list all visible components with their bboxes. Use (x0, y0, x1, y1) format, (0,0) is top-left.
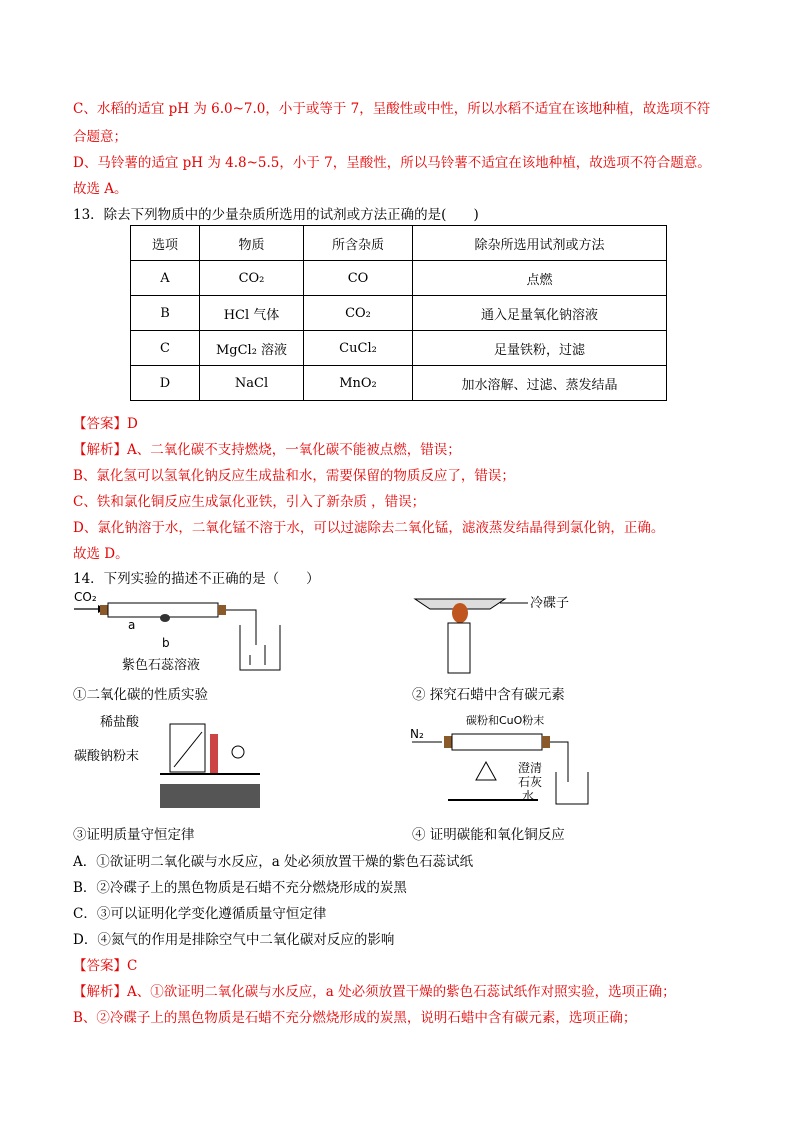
analysis-13-a (73, 438, 461, 458)
acid-label: 稀盐酸 (100, 715, 140, 730)
table-row (131, 366, 667, 401)
analysis-text: A、①欲证明二氧化碳与水反应，a 处必须放置干燥的紫色石蕊试纸作对照实验，选项正确； (127, 984, 676, 1000)
stopper-left (100, 605, 108, 615)
caption-fig3: ③证明质量守恒定律 (73, 827, 195, 843)
delivery-tube (550, 742, 568, 782)
table-cell: A (131, 261, 200, 296)
table-cell: CO₂ (304, 296, 413, 331)
table-cell: CO₂ (200, 261, 304, 296)
figure-co2-property (70, 585, 300, 680)
analysis-tag: 【解析】 (73, 442, 127, 458)
n2-label: N₂ (410, 727, 424, 741)
burner (476, 762, 496, 780)
plate-label: 冷碟子 (530, 596, 570, 611)
option-c: C．③可以证明化学变化遵循质量守恒定律 (73, 906, 327, 922)
conclusion-line: 故选 A。 (73, 181, 128, 197)
figure-candle-plate (410, 585, 580, 680)
analysis-13-c: C、铁和氯化铜反应生成氯化亚铁，引入了新杂质 ，错误； (73, 494, 426, 510)
flame (452, 603, 468, 623)
wet-paper-b (160, 614, 170, 622)
caption-fig1: ①二氧化碳的性质实验 (73, 687, 208, 703)
header-cell: 除杂所选用试剂或方法 (413, 226, 667, 261)
weight (232, 746, 244, 758)
table-row (131, 296, 667, 331)
label-b: b (162, 636, 170, 650)
analysis-text: A、二氧化碳不支持燃烧，一氧化碳不能被点燃，错误； (127, 442, 461, 458)
caption-fig2: ② 探究石蜡中含有碳元素 (412, 687, 565, 703)
analysis-13-d: D、氯化钠溶于水，二氧化锰不溶于水，可以过滤除去二氧化锰，滤液蒸发结晶得到氯化钠，正确。 (73, 520, 665, 536)
beaker (556, 772, 588, 804)
explanation-line-c-cont: 合题意； (73, 129, 127, 145)
figure-balance (70, 712, 310, 822)
header-cell: 所含杂质 (304, 226, 413, 261)
stopper-right (218, 605, 226, 615)
options-table (130, 225, 667, 401)
co2-label: CO₂ (74, 590, 97, 604)
table-cell: 足量铁粉，过滤 (413, 331, 667, 366)
stopper-left (444, 736, 452, 748)
reaction-tube (452, 734, 542, 750)
table-cell: NaCl (200, 366, 304, 401)
lime-label-1: 澄清 (518, 761, 543, 775)
option-d: D．④氮气的作用是排除空气中二氧化碳对反应的影响 (73, 932, 395, 948)
question-13-stem: 13．除去下列物质中的少量杂质所选用的试剂或方法正确的是( ) (73, 207, 479, 223)
analysis-13-b: B、氯化氢可以氢氧化钠反应生成盐和水，需要保留的物质反应了，错误； (73, 468, 515, 484)
label-a: a (128, 618, 136, 632)
analysis-14-a (73, 980, 676, 1000)
beaker (240, 625, 280, 670)
explanation-line-c: C、水稻的适宜 pH 为 6.0~7.0，小于或等于 7，呈酸性或中性，所以水稻不适宜在该地种植，故选项不符 (73, 101, 711, 117)
table-header-row (131, 226, 667, 261)
table-row (131, 261, 667, 296)
header-cell: 物质 (200, 226, 304, 261)
lime-label-2: 石灰 (518, 775, 543, 789)
figure-carbon-copper-oxide (408, 712, 598, 812)
option-a: A．①欲证明二氧化碳与水反应，a 处必须放置干燥的紫色石蕊试纸 (73, 854, 474, 870)
table-cell: 通入足量氧化钠溶液 (413, 296, 667, 331)
table-cell: HCl 气体 (200, 296, 304, 331)
table-cell: MgCl₂ 溶液 (200, 331, 304, 366)
table-cell: CO (304, 261, 413, 296)
table-cell: C (131, 331, 200, 366)
caption-fig4: ④ 证明碳能和氧化铜反应 (412, 827, 565, 843)
stopper-right (542, 736, 550, 748)
balance-base (160, 784, 260, 808)
analysis-tag: 【解析】 (73, 984, 127, 1000)
answer-13: 【答案】D (73, 416, 138, 432)
table-cell: CuCl₂ (304, 331, 413, 366)
analysis-14-b: B、②冷碟子上的黑色物质是石蜡不充分燃烧形成的炭黑，说明石蜡中含有碳元素，选项正确； (73, 1010, 637, 1026)
candle (448, 623, 470, 673)
table-cell: 点燃 (413, 261, 667, 296)
explanation-line-d: D、马铃薯的适宜 pH 为 4.8~5.5，小于 7，呈酸性，所以马铃薯不适宜在该地种植，故选项不符合题意。 (73, 155, 711, 171)
solution-label: 紫色石蕊溶液 (122, 658, 201, 673)
powder-label: 碳酸钠粉末 (74, 749, 140, 764)
question-14-stem: 14．下列实验的描述不正确的是（ ） (73, 571, 320, 587)
test-tube (174, 732, 202, 767)
lime-label-3: 水 (522, 789, 535, 803)
option-b: B．②冷碟子上的黑色物质是石蜡不充分燃烧形成的炭黑 (73, 880, 407, 896)
delivery-tube (226, 610, 256, 645)
pointer (210, 734, 218, 774)
table-cell: B (131, 296, 200, 331)
table-cell: D (131, 366, 200, 401)
analysis-13-conclusion: 故选 D。 (73, 546, 129, 562)
mix-label: 碳粉和CuO粉末 (466, 714, 545, 727)
header-cell: 选项 (131, 226, 200, 261)
table-row (131, 331, 667, 366)
table-cell: 加水溶解、过滤、蒸发结晶 (413, 366, 667, 401)
table-cell: MnO₂ (304, 366, 413, 401)
answer-14: 【答案】C (73, 958, 138, 974)
